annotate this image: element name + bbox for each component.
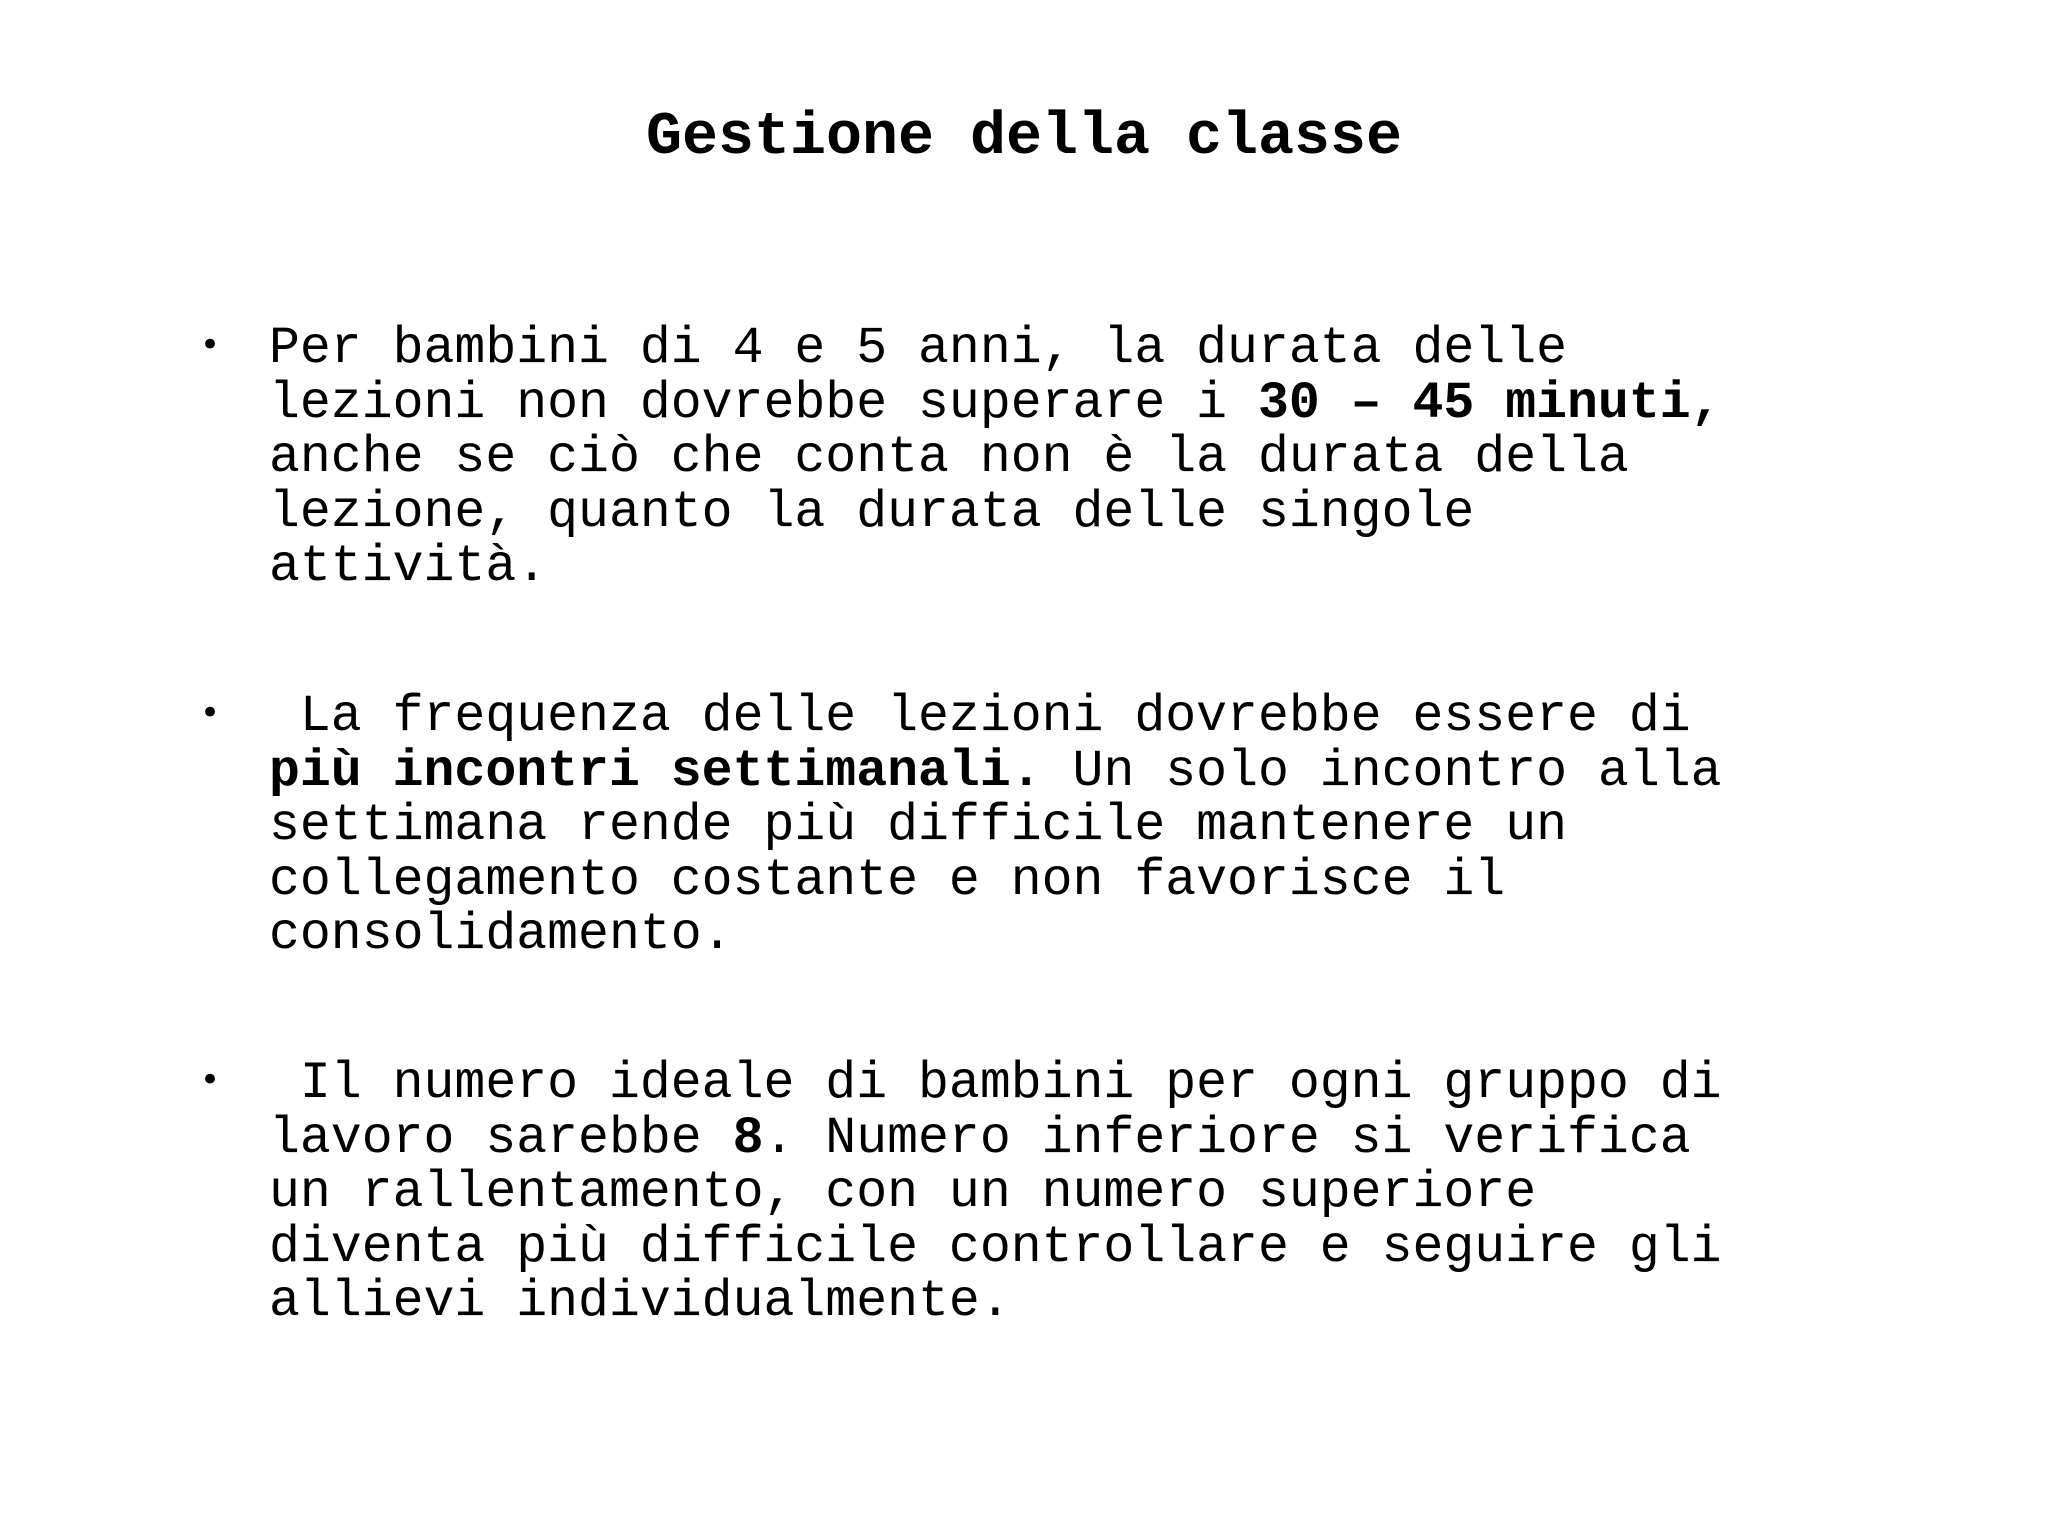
bold-text-run: 30 – 45 minuti — [1257, 374, 1691, 433]
text-run: Per bambini di 4 e 5 anni, la durata delle — [269, 320, 1568, 378]
text-line — [269, 851, 2029, 910]
bullet-marker-icon: • — [200, 693, 221, 733]
bullet-text — [269, 1057, 2029, 1330]
bullet-marker-icon: • — [200, 1060, 221, 1100]
text-line — [269, 322, 2029, 377]
text-line — [269, 908, 2029, 963]
bullet-text — [269, 322, 2029, 595]
bold-text-run: 8 — [732, 1109, 764, 1168]
text-run: un rallentamento, con un numero superiore — [269, 1164, 1537, 1222]
bullet-text — [269, 690, 2029, 963]
text-run: La frequenza delle lezioni dovrebbe essere di — [269, 688, 1691, 746]
text-run: collegamento costante e non favorisce il — [269, 851, 1506, 910]
text-line — [269, 1109, 2029, 1168]
text-line — [269, 799, 2029, 854]
text-line — [269, 483, 2029, 542]
text-run: lavoro sarebbe — [269, 1109, 733, 1168]
text-line — [269, 1166, 2029, 1221]
text-line — [269, 690, 2029, 745]
bullet-marker-icon: • — [200, 325, 221, 365]
text-run: attività. — [269, 538, 548, 596]
bold-text-run: più incontri settimanali. — [269, 742, 1042, 801]
bold-text-run: , — [1690, 374, 1722, 433]
text-run: Un solo incontro alla — [1041, 742, 1722, 801]
slide-title: Gestione della classe — [645, 104, 1403, 172]
text-line — [269, 742, 2029, 801]
text-line — [269, 1057, 2029, 1112]
text-run: consolidamento. — [269, 906, 733, 964]
text-run: . Numero inferiore si verifica — [763, 1109, 1691, 1168]
text-run: diventa più difficile controllare e seguire gli — [269, 1218, 1722, 1277]
text-run: allievi individualmente. — [269, 1273, 1011, 1331]
text-line — [269, 374, 2029, 433]
text-line — [269, 1218, 2029, 1277]
text-run: lezione, quanto la durata delle singole — [269, 483, 1475, 542]
text-run: Il numero ideale di bambini per ogni gruppo di — [269, 1055, 1722, 1113]
text-run: settimana rende più difficile mantenere un — [269, 797, 1568, 855]
text-line — [269, 1275, 2029, 1330]
text-line — [269, 540, 2029, 595]
text-run: lezioni non dovrebbe superare i — [269, 374, 1258, 433]
text-line — [269, 431, 2029, 486]
text-run: anche se ciò che conta non è la durata della — [269, 429, 1629, 487]
